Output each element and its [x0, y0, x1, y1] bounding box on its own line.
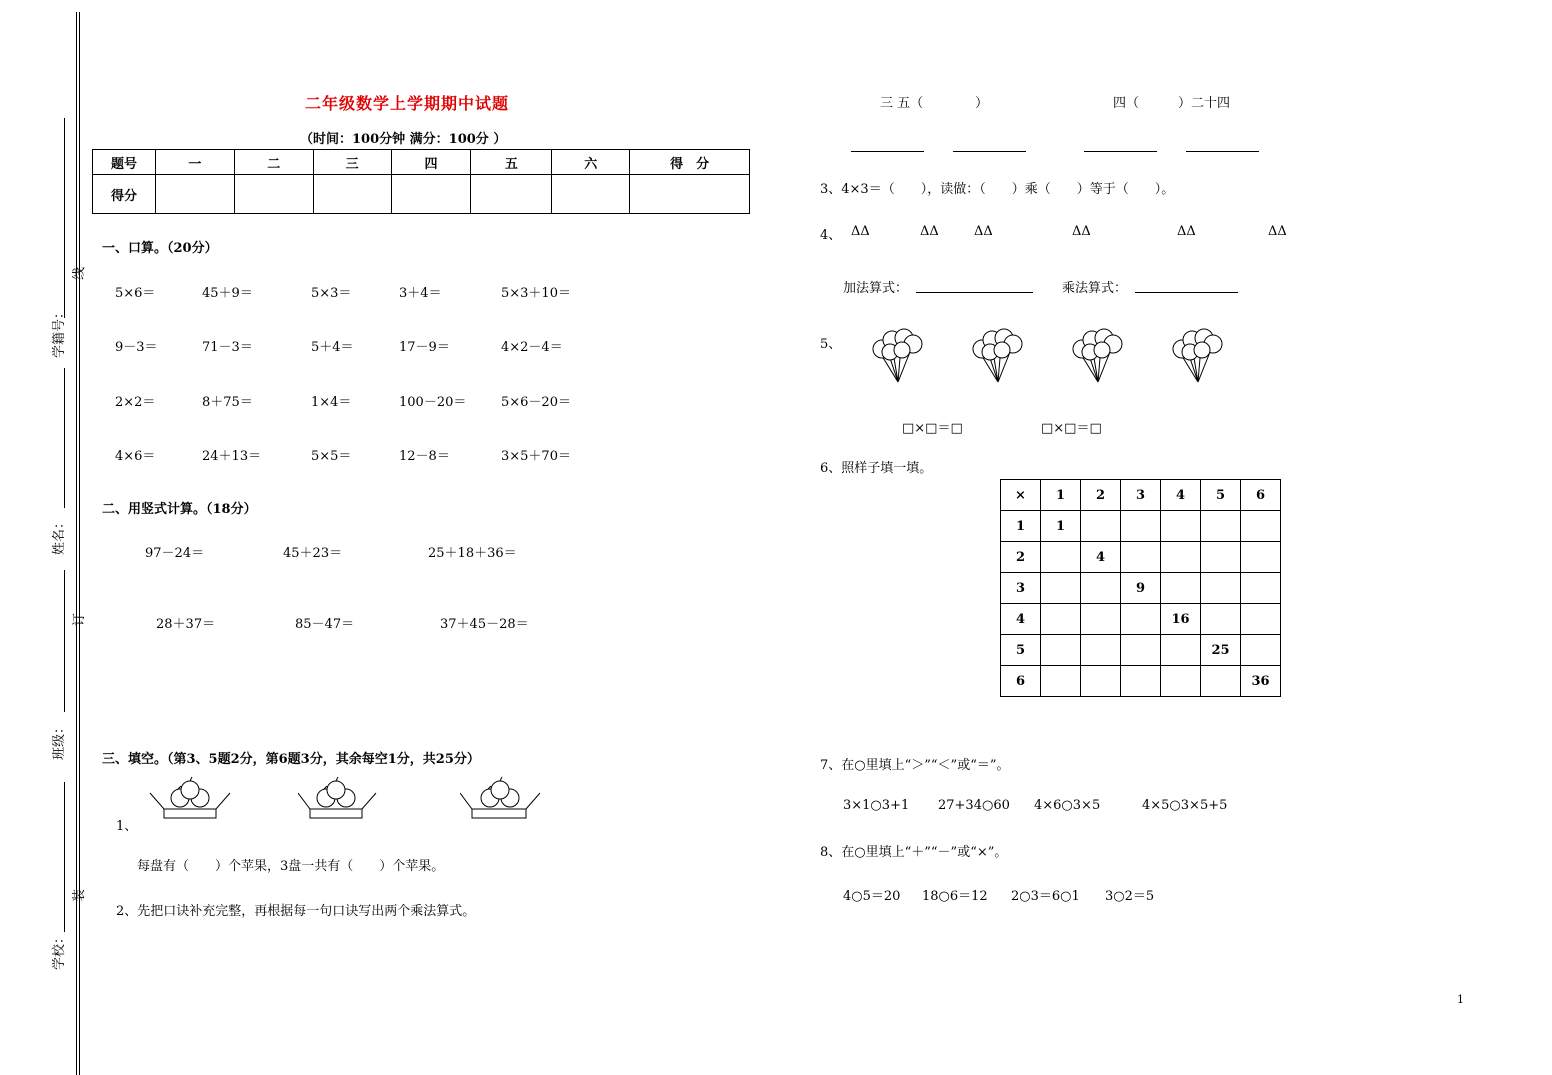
score-header-cell: 四	[391, 150, 471, 175]
grid-row	[1001, 604, 1281, 635]
score-row-label: 得分	[93, 175, 156, 214]
oral-problem: 71－3＝	[202, 340, 253, 355]
balloon-bunch-icon	[1170, 326, 1226, 386]
balloon-bunch-icon	[870, 326, 926, 386]
vertical-calc-problem: 97－24＝	[145, 546, 205, 561]
apple-plate-icon	[298, 776, 382, 822]
multiplication-answer-line[interactable]	[1135, 292, 1238, 293]
score-cell[interactable]	[630, 175, 750, 214]
q2-text: 2、先把口诀补充完整，再根据每一句口诀写出两个乘法算式。	[116, 904, 476, 919]
binding-line-outer	[76, 12, 77, 1075]
grid-cell: 4	[1161, 480, 1201, 511]
grid-cell: 6	[1241, 480, 1281, 511]
grid-cell[interactable]: 25	[1201, 635, 1241, 666]
vertical-calc-problem: 25＋18＋36＝	[428, 546, 517, 561]
grid-cell: 1	[1041, 480, 1081, 511]
grid-cell: 3	[1121, 480, 1161, 511]
oral-problem: 45＋9＝	[202, 286, 253, 301]
q1-label: 1、	[116, 819, 138, 834]
score-header-cell: 得 分	[630, 150, 750, 175]
grid-cell[interactable]: 36	[1241, 666, 1281, 697]
compare-item[interactable]: 4×5○3×5+5	[1142, 798, 1228, 813]
oral-problem: 3×5＋70＝	[501, 449, 571, 464]
triangle-group: ΔΔ	[851, 224, 870, 239]
margin-label-school: 学校：	[52, 930, 67, 970]
score-cell[interactable]	[155, 175, 234, 214]
oral-problem: 4×2－4＝	[501, 340, 563, 355]
q5-formula[interactable]: □×□＝□	[1041, 421, 1102, 436]
margin-underline-name	[64, 368, 65, 508]
grid-cell[interactable]	[1241, 542, 1281, 573]
grid-header-row	[1001, 480, 1281, 511]
page-number: 1	[1457, 993, 1464, 1006]
grid-cell[interactable]	[1121, 666, 1161, 697]
oral-problem: 2×2＝	[115, 395, 156, 410]
grid-cell[interactable]	[1041, 604, 1081, 635]
exam-time-score: （时间：100分钟 满分：100分 ）	[300, 132, 507, 147]
answer-line[interactable]	[1186, 151, 1259, 152]
answer-line[interactable]	[1084, 151, 1157, 152]
section3-heading: 三、填空。（第3、5题2分，第6题3分，其余每空1分，共25分）	[102, 752, 480, 767]
oral-problem: 5×6－20＝	[501, 395, 571, 410]
oral-problem: 5×3＝	[311, 286, 352, 301]
grid-cell: 5	[1201, 480, 1241, 511]
balloon-bunch-icon	[970, 326, 1026, 386]
score-cell[interactable]	[391, 175, 471, 214]
margin-underline-class	[64, 570, 65, 712]
compare-item[interactable]: 27+34○60	[938, 798, 1010, 813]
grid-cell[interactable]	[1161, 635, 1201, 666]
grid-cell[interactable]	[1241, 573, 1281, 604]
score-table-score-row	[93, 175, 750, 214]
grid-cell[interactable]	[1241, 604, 1281, 635]
margin-label-name: 姓名：	[52, 515, 67, 555]
q3-text: 3、4×3＝（ ），读做：（ ）乘（ ）等于（ ）。	[820, 182, 1175, 197]
grid-cell[interactable]	[1201, 511, 1241, 542]
grid-cell[interactable]	[1161, 573, 1201, 604]
score-header-cell: 六	[552, 150, 630, 175]
grid-cell[interactable]	[1161, 666, 1201, 697]
grid-row	[1001, 635, 1281, 666]
margin-underline-school	[64, 782, 65, 932]
margin-label-class: 班级：	[52, 720, 67, 760]
grid-cell: ×	[1001, 480, 1041, 511]
grid-cell[interactable]	[1201, 573, 1241, 604]
grid-cell[interactable]	[1241, 635, 1281, 666]
margin-label-line: 线	[72, 266, 87, 280]
grid-row	[1001, 666, 1281, 697]
oral-problem: 3＋4＝	[399, 286, 442, 301]
grid-cell[interactable]	[1201, 666, 1241, 697]
grid-cell[interactable]: 9	[1121, 573, 1161, 604]
margin-label-staple: 装	[72, 888, 87, 902]
answer-line[interactable]	[953, 151, 1026, 152]
q7-text: 7、在○里填上“＞”“＜”或“＝”。	[820, 758, 1010, 773]
section1-heading: 一、口算。（20分）	[102, 241, 218, 256]
grid-cell: 5	[1001, 635, 1041, 666]
oral-problem: 17－9＝	[399, 340, 450, 355]
oral-problem: 100－20＝	[399, 395, 467, 410]
margin-label-student-id: 学籍号：	[52, 305, 67, 358]
grid-cell[interactable]	[1081, 573, 1121, 604]
score-table-header-row	[93, 150, 750, 175]
grid-cell[interactable]	[1041, 542, 1081, 573]
grid-row	[1001, 542, 1281, 573]
q6-text: 6、照样子填一填。	[820, 461, 933, 476]
page-title: 二年级数学上学期期中试题	[305, 94, 510, 113]
compare-item[interactable]: 3×1○3+1	[843, 798, 910, 813]
score-header-cell: 一	[155, 150, 234, 175]
oral-problem: 5×6＝	[115, 286, 156, 301]
balloon-bunch-icon	[1070, 326, 1126, 386]
grid-cell[interactable]: 16	[1161, 604, 1201, 635]
q4-label: 4、	[820, 228, 842, 243]
vertical-calc-problem: 37＋45－28＝	[440, 617, 529, 632]
score-table	[92, 149, 750, 214]
grid-cell[interactable]	[1121, 635, 1161, 666]
grid-cell: 6	[1001, 666, 1041, 697]
oral-problem: 5＋4＝	[311, 340, 354, 355]
triangle-group: ΔΔ	[974, 224, 993, 239]
compare-item[interactable]: 4×6○3×5	[1034, 798, 1101, 813]
score-cell[interactable]	[313, 175, 391, 214]
vertical-calc-problem: 28＋37＝	[156, 617, 216, 632]
grid-cell[interactable]	[1081, 666, 1121, 697]
q5-label: 5、	[820, 337, 842, 352]
answer-line[interactable]	[851, 151, 924, 152]
triangle-group: ΔΔ	[1268, 224, 1287, 239]
margin-label-bind: 订	[72, 612, 87, 626]
grid-cell[interactable]	[1081, 635, 1121, 666]
vertical-calc-problem: 45＋23＝	[283, 546, 343, 561]
grid-cell: 3	[1001, 573, 1041, 604]
grid-cell[interactable]	[1041, 635, 1081, 666]
triangle-group: ΔΔ	[1177, 224, 1196, 239]
grid-cell[interactable]	[1201, 542, 1241, 573]
apple-plate-icon	[460, 776, 544, 822]
q2-rhyme-a: 三 五（ ）	[880, 96, 989, 111]
q4-addition-label: 加法算式：	[843, 281, 909, 296]
oral-problem: 5×3＋10＝	[501, 286, 571, 301]
binding-line-inner	[79, 12, 80, 1075]
grid-cell[interactable]	[1161, 511, 1201, 542]
grid-row	[1001, 511, 1281, 542]
grid-cell: 1	[1001, 511, 1041, 542]
q2-rhyme-b: 四（ ）二十四	[1113, 96, 1231, 111]
triangle-group: ΔΔ	[1072, 224, 1091, 239]
oral-problem: 9－3＝	[115, 340, 158, 355]
grid-cell[interactable]	[1121, 511, 1161, 542]
multiplication-grid	[1000, 479, 1281, 697]
grid-cell[interactable]: 1	[1041, 511, 1081, 542]
grid-row	[1001, 573, 1281, 604]
grid-cell[interactable]	[1081, 604, 1121, 635]
triangle-group: ΔΔ	[920, 224, 939, 239]
score-cell[interactable]	[552, 175, 630, 214]
apple-plate-icon	[148, 776, 232, 822]
grid-cell[interactable]	[1241, 511, 1281, 542]
vertical-calc-problem: 85－47＝	[295, 617, 355, 632]
grid-cell[interactable]	[1081, 511, 1121, 542]
grid-cell[interactable]	[1121, 604, 1161, 635]
oral-problem: 8＋75＝	[202, 395, 253, 410]
grid-cell[interactable]	[1201, 604, 1241, 635]
operator-item[interactable]: 18○6＝12	[922, 889, 988, 904]
q1-text: 每盘有（ ）个苹果，3盘一共有（ ）个苹果。	[137, 859, 445, 874]
score-header-cell: 题号	[93, 150, 156, 175]
grid-cell: 2	[1081, 480, 1121, 511]
score-header-cell: 五	[471, 150, 552, 175]
section2-heading: 二、用竖式计算。（18分）	[102, 502, 257, 517]
q5-formula[interactable]: □×□＝□	[902, 421, 963, 436]
addition-answer-line[interactable]	[916, 292, 1033, 293]
grid-cell[interactable]	[1121, 542, 1161, 573]
operator-item[interactable]: 3○2＝5	[1105, 889, 1155, 904]
grid-cell[interactable]	[1041, 666, 1081, 697]
operator-item[interactable]: 4○5＝20	[843, 889, 901, 904]
score-cell[interactable]	[471, 175, 552, 214]
score-header-cell: 三	[313, 150, 391, 175]
grid-cell: 2	[1001, 542, 1041, 573]
operator-item[interactable]: 2○3＝6○1	[1011, 889, 1080, 904]
oral-problem: 12－8＝	[399, 449, 450, 464]
margin-underline-student-id	[64, 118, 65, 318]
q8-text: 8、在○里填上“＋”“－”或“×”。	[820, 845, 1008, 860]
score-header-cell: 二	[234, 150, 313, 175]
oral-problem: 1×4＝	[311, 395, 352, 410]
oral-problem: 24＋13＝	[202, 449, 262, 464]
grid-cell: 4	[1001, 604, 1041, 635]
q4-multiplication-label: 乘法算式：	[1062, 281, 1128, 296]
score-cell[interactable]	[234, 175, 313, 214]
oral-problem: 4×6＝	[115, 449, 156, 464]
oral-problem: 5×5＝	[311, 449, 352, 464]
grid-cell[interactable]: 4	[1081, 542, 1121, 573]
grid-cell[interactable]	[1041, 573, 1081, 604]
grid-cell[interactable]	[1161, 542, 1201, 573]
